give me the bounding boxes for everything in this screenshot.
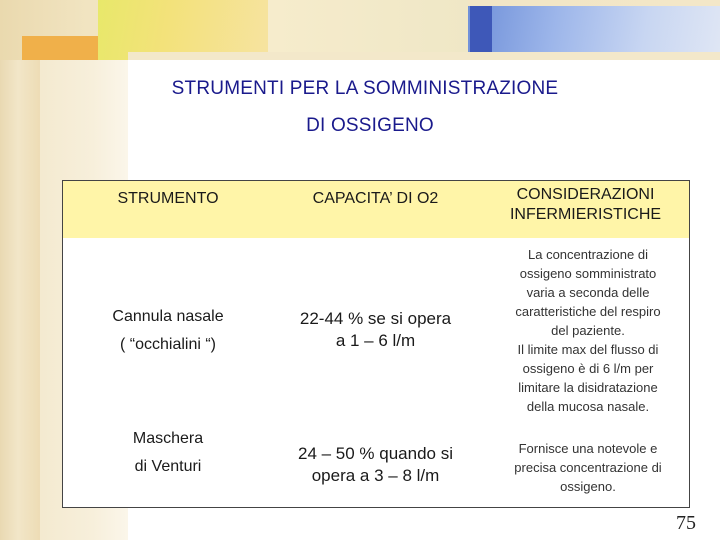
banner-blue-block bbox=[468, 6, 720, 54]
cell-line: ( “occhialini “) bbox=[119, 336, 216, 353]
cell-line: ossigeno somministrato bbox=[519, 266, 657, 281]
cell-line: Cannula nasale bbox=[112, 308, 224, 325]
cell-line: 24 – 50 % quando si bbox=[297, 444, 453, 463]
cell-line: di Venturi bbox=[134, 458, 202, 475]
cell-line: limitare la disidratazione bbox=[518, 380, 658, 395]
cell-line: a 1 – 6 l/m bbox=[335, 331, 416, 350]
cell-line: ossigeno. bbox=[560, 479, 616, 494]
header-considerazioni: CONSIDERAZIONI INFERMIERISTICHE bbox=[509, 186, 662, 223]
cell-line: del paziente. bbox=[551, 323, 625, 338]
banner-yellow-block bbox=[98, 0, 268, 60]
oxygen-tools-table bbox=[62, 180, 690, 508]
cell-line: opera a 3 – 8 l/m bbox=[311, 466, 440, 485]
decorative-parchment-left bbox=[0, 0, 40, 540]
cell-line: Fornisce una notevole e bbox=[518, 441, 658, 456]
banner-orange-block bbox=[22, 36, 98, 60]
banner-blue-dark-block bbox=[470, 6, 492, 54]
table-row-1-strumento bbox=[73, 303, 263, 359]
cell-line: varia a seconda delle bbox=[526, 285, 650, 300]
header-capacita: CAPACITA’ DI O2 bbox=[312, 190, 439, 207]
table-row-1-capacita bbox=[273, 308, 478, 352]
page-number: 75 bbox=[676, 512, 696, 534]
cell-line: caratteristiche del respiro bbox=[515, 304, 661, 319]
banner-pale-block bbox=[268, 0, 468, 60]
cell-line: 22-44 % se si opera bbox=[299, 309, 452, 328]
cell-line: ossigeno è di 6 l/m per bbox=[522, 361, 654, 376]
table-row-2-capacita bbox=[273, 443, 478, 487]
table-row-1-considerazioni bbox=[488, 245, 688, 416]
table-row-2-considerazioni bbox=[488, 439, 688, 496]
header-strumento: STRUMENTO bbox=[117, 190, 219, 207]
cell-line: Maschera bbox=[132, 430, 204, 447]
banner-bottom-strip bbox=[128, 52, 720, 60]
cell-line: La concentrazione di bbox=[528, 247, 648, 262]
cell-line: Il limite max del flusso di bbox=[517, 342, 659, 357]
cell-line: precisa concentrazione di bbox=[514, 460, 662, 475]
slide-title-line-1: STRUMENTI PER LA SOMMINISTRAZIONE bbox=[171, 78, 559, 99]
cell-line: della mucosa nasale. bbox=[526, 399, 650, 414]
decorative-top-banner bbox=[0, 0, 720, 60]
table-row-2-strumento bbox=[73, 425, 263, 481]
slide-title-line-2: DI OSSIGENO bbox=[306, 115, 434, 136]
